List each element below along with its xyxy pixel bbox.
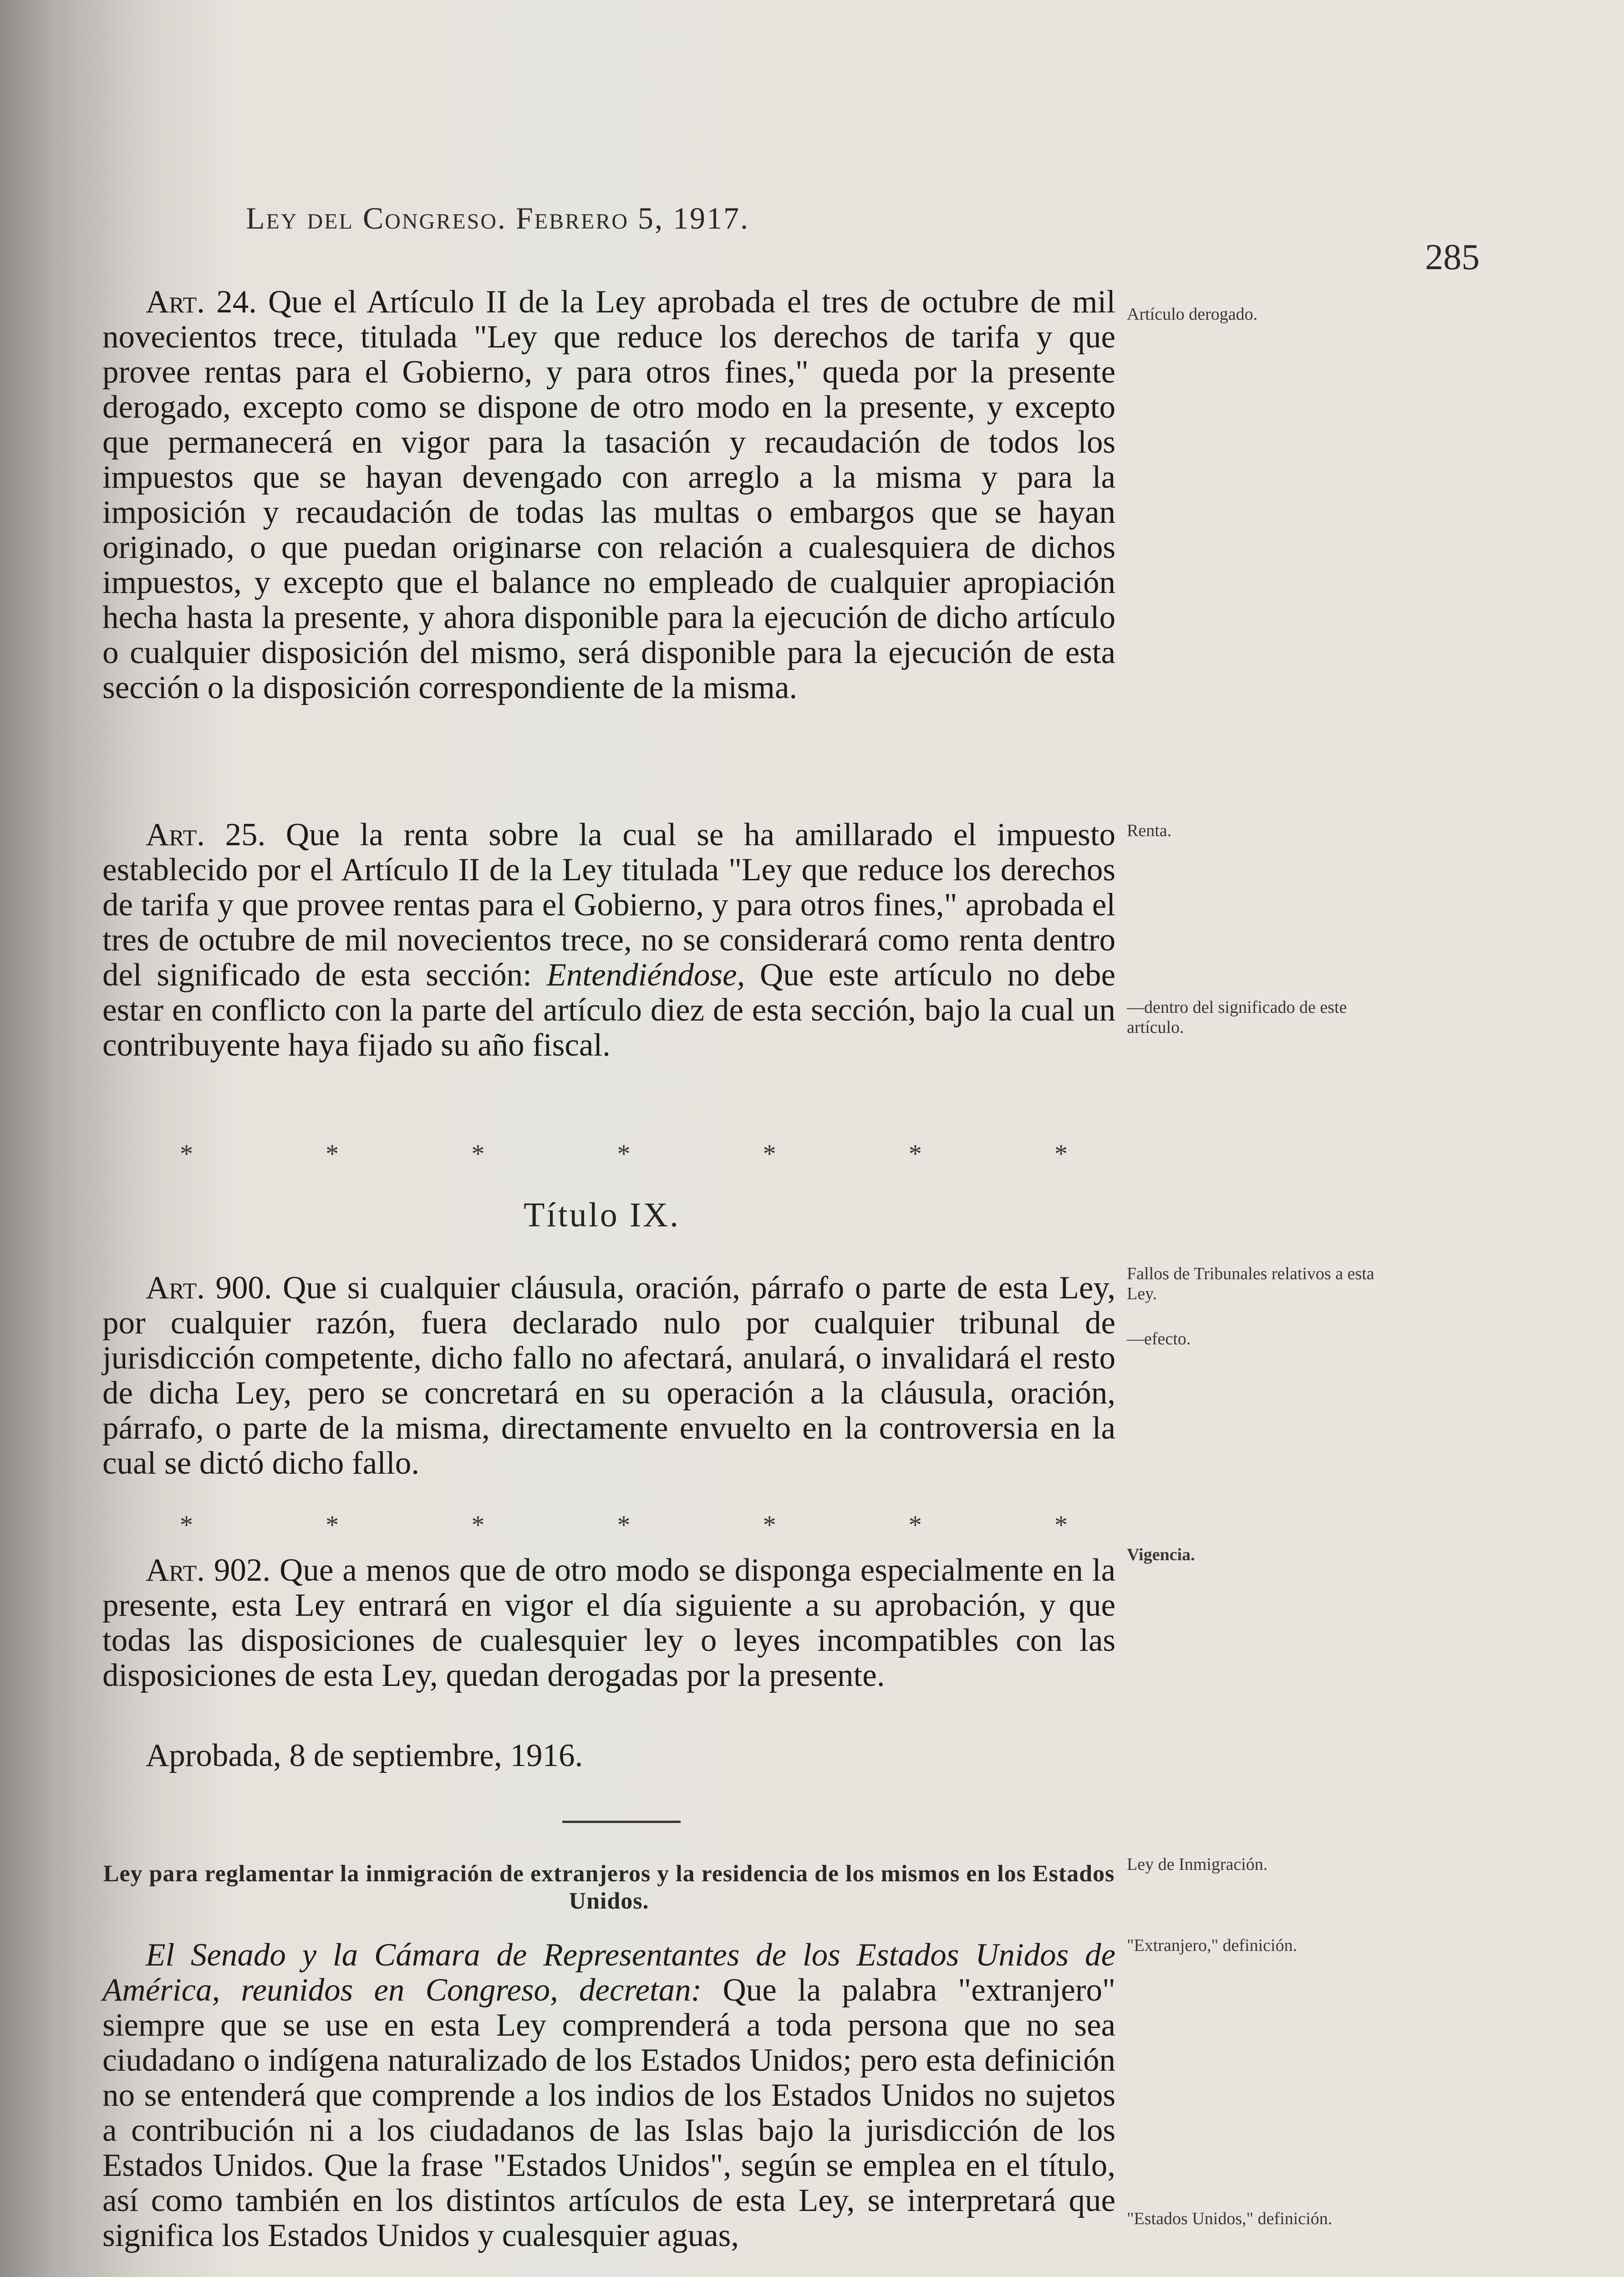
article-25-proviso: Entendiéndose, — [546, 957, 745, 993]
running-header: Ley del Congreso. Febrero 5, 1917. — [246, 201, 750, 235]
star: * — [763, 1139, 776, 1169]
section-divider — [562, 1821, 681, 1823]
article-902-lead: Art. 902. — [146, 1552, 271, 1588]
margin-note-renta: Renta. — [1127, 821, 1172, 840]
article-25 — [102, 817, 1115, 1063]
star: * — [326, 1510, 339, 1540]
article-902-text: Que a menos que de otro modo se disponga especialmente en la presente, esta Ley entrará en vigor el día siguiente a su aprobación, y que todas las disposiciones de cualesquier ley o leyes incompatibles con las disposiciones de esta Ley, quedan derogadas por la presente. — [102, 1552, 1116, 1693]
immigration-law-title: Ley para reglamentar la inmigración de extranjeros y la residencia de los mismos en los Estados Unidos. — [103, 1861, 1115, 1914]
article-25-text: Que la renta sobre la cual se ha amillarado el impuesto establecido por el Artículo II de la Ley titulada "Ley que reduce los derechos de tarifa y que provee rentas para el Gobierno, y para otros fines," aprobada el tres de octubre de mil novecientos trece, no se considerará como renta dentro del significado de esta sección: — [102, 817, 1115, 993]
article-900 — [102, 1271, 1115, 1481]
margin-note-fallos-tribunales: Fallos de Tribunales relativos a esta Ley. — [1127, 1264, 1375, 1303]
enacting-clause: El Senado y la Cámara de Representantes de los Estados Unidos de América, reunidos en Congreso, decretan: — [102, 1937, 1115, 2008]
section-heading: Título IX. — [524, 1196, 680, 1234]
star: * — [180, 1510, 193, 1540]
star: * — [471, 1510, 485, 1540]
margin-note-efecto: —efecto. — [1127, 1329, 1191, 1348]
immigration-law-text: Que la palabra "extranjero" siempre que se use en esta Ley comprenderá a toda persona que no sea ciudadano o indígena naturalizado de los Estados Unidos; pero esta definición no se entenderá que comprende a los indios de los Estados Unidos no sujetos a contribución ni a los ciudadanos de las Islas bajo la jurisdicción de los Estados Unidos. Que la frase "Estados Unidos", según se emplea en el título, así como también en los distintos artículos de esta Ley, se interpretará que significa los Estados Unidos y cualesquier aguas, — [102, 1972, 1115, 2253]
approval-date: Aprobada, 8 de septiembre, 1916. — [146, 1738, 583, 1773]
star: * — [471, 1139, 485, 1169]
article-902 — [102, 1553, 1115, 1693]
star: * — [617, 1139, 631, 1169]
article-900-text: Que si cualquier cláusula, oración, párrafo o parte de esta Ley, por cualquier razón, fuera declarado nulo por cualquier tribunal de jurisdicción competente, dicho fallo no afectará, anulará, o invalidará el resto de dicha Ley, pero se concretará en su operación a la cláusula, oración, párrafo, o parte de la misma, directamente envuelto en la controversia en la cual se dictó dicho fallo. — [102, 1270, 1115, 1481]
article-24-text: Que el Artículo II de la Ley aprobada el tres de octubre de mil novecientos trece, titulada "Ley que reduce los derechos de tarifa y que provee rentas para el Gobierno, y para otros fines," queda por la presente derogado, excepto como se dispone de otro modo en la presente, y excepto que permanecerá en vigor para la tasación y recaudación de todos los impuestos que se hayan devengado con arreglo a la misma y para la imposición y recaudación de todas las multas o embargos que se hayan originado, o que puedan originarse con relación a cualesquiera de dichos impuestos, y excepto que el balance no empleado de cualquier apropiación hecha hasta la presente, y ahora disponible para la ejecución de dicho artículo o cualquier disposición del mismo, será disponible para la ejecución de esta sección o la disposición correspondiente de la misma. — [102, 284, 1115, 705]
star: * — [617, 1510, 631, 1540]
star: * — [1054, 1139, 1068, 1169]
article-24 — [102, 285, 1115, 705]
article-24-lead: Art. 24. — [146, 284, 257, 320]
margin-note-vigencia: Vigencia. — [1127, 1545, 1195, 1564]
page-number: 285 — [1425, 237, 1480, 277]
star: * — [908, 1510, 922, 1540]
article-25-text-end: Que este artículo no debe estar en conflicto con la parte del artículo diez de esta sección, bajo la cual un contribuyente haya fijado su año fiscal. — [102, 957, 1115, 1063]
article-900-lead: Art. 900. — [146, 1270, 272, 1306]
star: * — [908, 1139, 922, 1169]
ellipsis-stars-2 — [180, 1510, 1068, 1540]
margin-note-dentro-significado: —dentro del significado de este artículo. — [1127, 998, 1347, 1037]
immigration-law-body — [102, 1938, 1115, 2253]
margin-note-extranjero: "Extranjero," definición. — [1127, 1936, 1297, 1955]
margin-note-ley-inmigracion: Ley de Inmigración. — [1127, 1855, 1268, 1874]
margin-note-articulo-derogado: Artículo derogado. — [1127, 305, 1258, 324]
margin-note-estados-unidos: "Estados Unidos," definición. — [1127, 2209, 1333, 2228]
star: * — [763, 1510, 776, 1540]
article-25-lead: Art. 25. — [146, 817, 266, 853]
star: * — [1054, 1510, 1068, 1540]
star: * — [326, 1139, 339, 1169]
ellipsis-stars-1 — [180, 1138, 1068, 1169]
star: * — [180, 1139, 193, 1169]
